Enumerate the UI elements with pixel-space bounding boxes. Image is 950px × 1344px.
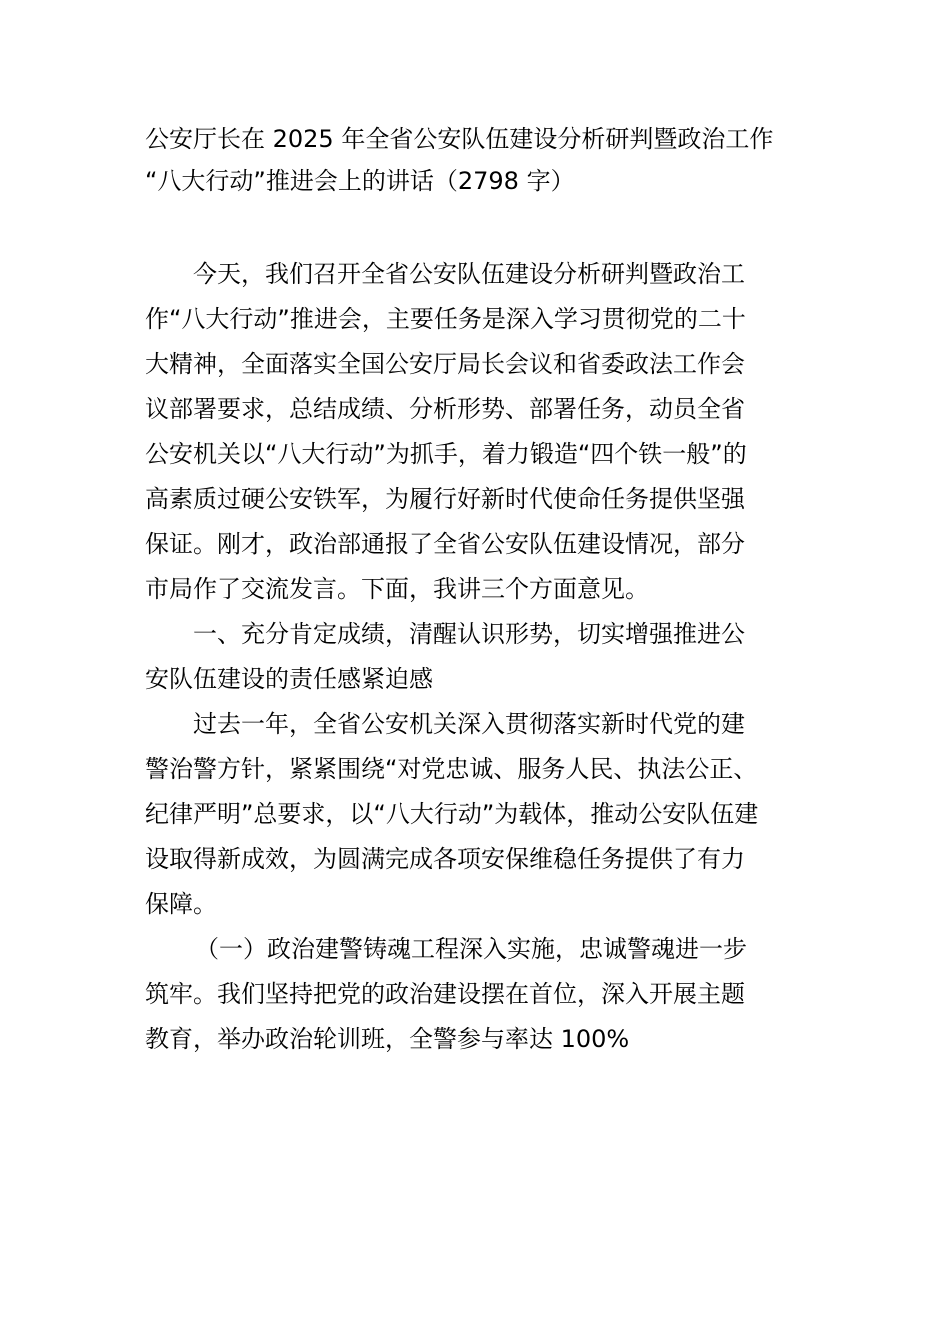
paragraph-line: 议部署要求，总结成绩、分析形势、部署任务，动员全省 — [145, 395, 745, 423]
subsection-1 — [145, 927, 810, 1062]
paragraph-line: 设取得新成效，为圆满完成各项安保维稳任务提供了有力 — [145, 845, 745, 873]
paragraph-line: 市局作了交流发言。下面，我讲三个方面意见。 — [145, 575, 649, 603]
paragraph-line: 安队伍建设的责任感紧迫感 — [145, 665, 433, 693]
paragraph-line: 教育，举办政治轮训班，全警参与率达 100% — [145, 1025, 630, 1053]
paragraph-line: 大精神，全面落实全国公安厅局长会议和省委政法工作会 — [145, 350, 745, 378]
title-line: “八大行动”推进会上的讲话（2798 字） — [145, 167, 575, 195]
paragraph-line: 作“八大行动”推进会，主要任务是深入学习贯彻党的二十 — [145, 305, 746, 333]
paragraph-line: 保障。 — [145, 890, 217, 918]
document-title — [145, 118, 810, 202]
paragraph-line: 高素质过硬公安铁军，为履行好新时代使命任务提供坚强 — [145, 485, 745, 513]
paragraph-line: 纪律严明”总要求，以“八大行动”为载体，推动公安队伍建 — [145, 800, 759, 828]
paragraph-opening — [145, 252, 810, 612]
paragraph-line: 筑牢。我们坚持把党的政治建设摆在首位，深入开展主题 — [145, 980, 745, 1008]
title-line: 公安厅长在 2025 年全省公安队伍建设分析研判暨政治工作 — [145, 125, 774, 153]
paragraph-line: 今天，我们召开全省公安队伍建设分析研判暨政治工 — [193, 260, 745, 288]
section-heading-1 — [145, 612, 810, 702]
paragraph-line: 一、充分肯定成绩，清醒认识形势，切实增强推进公 — [193, 620, 745, 648]
paragraph-line: （一）政治建警铸魂工程深入实施，忠诚警魂进一步 — [195, 935, 747, 963]
paragraph-line: 公安机关以“八大行动”为抓手，着力锻造“四个铁一般”的 — [145, 440, 747, 468]
paragraph-line: 保证。刚才，政治部通报了全省公安队伍建设情况，部分 — [145, 530, 745, 558]
paragraph-line: 警治警方针，紧紧围绕“对党忠诚、服务人民、执法公正、 — [145, 755, 758, 783]
paragraph-line: 过去一年，全省公安机关深入贯彻落实新时代党的建 — [193, 710, 745, 738]
document-body — [145, 252, 810, 1062]
paragraph-review — [145, 702, 810, 927]
